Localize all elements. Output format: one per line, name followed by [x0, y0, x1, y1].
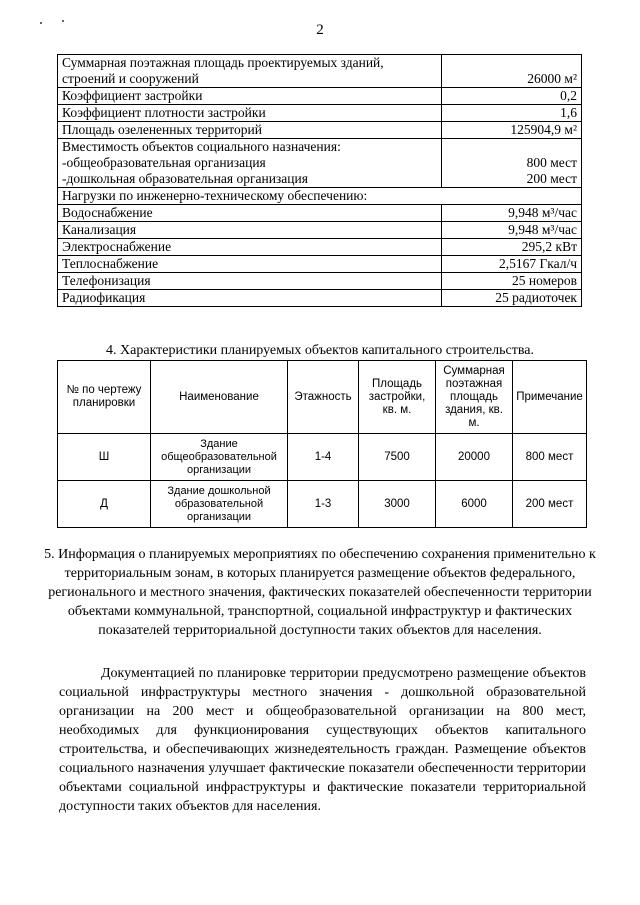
table-row: [58, 481, 587, 528]
parameter-label: Телефонизация: [58, 273, 442, 290]
header-name: Наименование: [151, 361, 288, 434]
parameter-value: 200 мест: [526, 171, 577, 186]
parameter-value: 1,6: [442, 105, 582, 122]
objects-table: [57, 360, 587, 528]
parameters-table: [57, 54, 582, 307]
objects-table-header: [58, 361, 587, 434]
parameter-label: Водоснабжение: [58, 205, 442, 222]
parameter-value: 9,948 м³/час: [442, 205, 582, 222]
table-row: [58, 88, 582, 105]
table-row: [58, 273, 582, 290]
table-row: [58, 105, 582, 122]
table-row: [58, 256, 582, 273]
table-row: [58, 290, 582, 307]
parameter-value: 2,5167 Гкал/ч: [442, 256, 582, 273]
section-5-title: 5. Информация о планируемых мероприятиях по обеспечению сохранения применительно к территориальным зонам, в которых планируется размещение объектов федерального, регионального и местного значения, фактических показателей обеспеченности территории объектами коммунальной, транспортной, социальной инфраструктур и фактических показателей территориальной доступности таких объектов для населения.: [44, 547, 596, 638]
table-row: [58, 434, 587, 481]
cell-note: 800 мест: [513, 434, 587, 481]
header-floors: Этажность: [288, 361, 359, 434]
header-drawing-number: № по чертежу планировки: [58, 361, 151, 434]
section-4-title: 4. Характеристики планируемых объектов капитального строительства.: [106, 343, 534, 358]
parameter-value: 25 радиоточек: [442, 290, 582, 307]
parameter-label: Теплоснабжение: [58, 256, 442, 273]
table-row: [58, 222, 582, 239]
parameter-label: -дошкольная образовательная организация: [58, 171, 442, 188]
parameter-value: 295,2 кВт: [442, 239, 582, 256]
parameter-label: Вместимость объектов социального назначения:: [58, 139, 442, 156]
cell-note: 200 мест: [513, 481, 587, 528]
table-row: [58, 188, 582, 205]
cell-name: Здание общеобразовательной организации: [151, 434, 288, 481]
parameter-label: Площадь озелененных территорий: [58, 122, 442, 139]
header-note: Примечание: [513, 361, 587, 434]
parameter-label: Радиофикация: [58, 290, 442, 307]
parameter-value: 25 номеров: [442, 273, 582, 290]
parameter-value-group: [442, 139, 582, 188]
cell-floors: 1-3: [288, 481, 359, 528]
cell-built-area: 7500: [359, 434, 436, 481]
parameter-label: Канализация: [58, 222, 442, 239]
parameter-value: 26000 м²: [442, 55, 582, 88]
parameter-label: Нагрузки по инженерно-техническому обеспечению:: [58, 188, 582, 205]
cell-built-area: 3000: [359, 481, 436, 528]
page-number: 2: [316, 22, 324, 38]
table-row: [58, 239, 582, 256]
table-row: [58, 205, 582, 222]
cell-drawing-number: Д: [58, 481, 151, 528]
parameter-label: -общеобразовательная организация: [58, 155, 442, 171]
cell-name: Здание дошкольной образовательной организации: [151, 481, 288, 528]
parameter-label: Суммарная поэтажная площадь проектируемых зданий, строений и сооружений: [58, 55, 442, 88]
parameter-label: Коэффициент застройки: [58, 88, 442, 105]
table-row: [58, 122, 582, 139]
header-total-floor-area: Суммарная поэтажная площадь здания, кв. м.: [436, 361, 513, 434]
parameter-label: Коэффициент плотности застройки: [58, 105, 442, 122]
cell-drawing-number: Ш: [58, 434, 151, 481]
parameter-value: 9,948 м³/час: [442, 222, 582, 239]
parameter-label: Электроснабжение: [58, 239, 442, 256]
table-row: [58, 139, 582, 156]
parameter-value: 125904,9 м²: [442, 122, 582, 139]
cell-floors: 1-4: [288, 434, 359, 481]
table-row: [58, 55, 582, 88]
cell-total-floor-area: 6000: [436, 481, 513, 528]
body-paragraph: Документацией по планировке территории предусмотрено размещение объектов социальной инфраструктуры местного значения - дошкольной образовательной организации на 200 мест и общеобразовательной организации на 800 мест, необходимых для функционирования существующих объектов капитального строительства, и обеспечивающих жизнедеятельность граждан. Размещение объектов социального назначения улучшает фактические показатели обеспеченности территории объектами социальной инфраструктуры и фактические показатели территориальной доступности таких объектов для населения.: [59, 666, 586, 814]
parameter-value: 800 мест: [526, 155, 577, 170]
parameter-value: 0,2: [442, 88, 582, 105]
header-built-area: Площадь застройки, кв. м.: [359, 361, 436, 434]
cell-total-floor-area: 20000: [436, 434, 513, 481]
